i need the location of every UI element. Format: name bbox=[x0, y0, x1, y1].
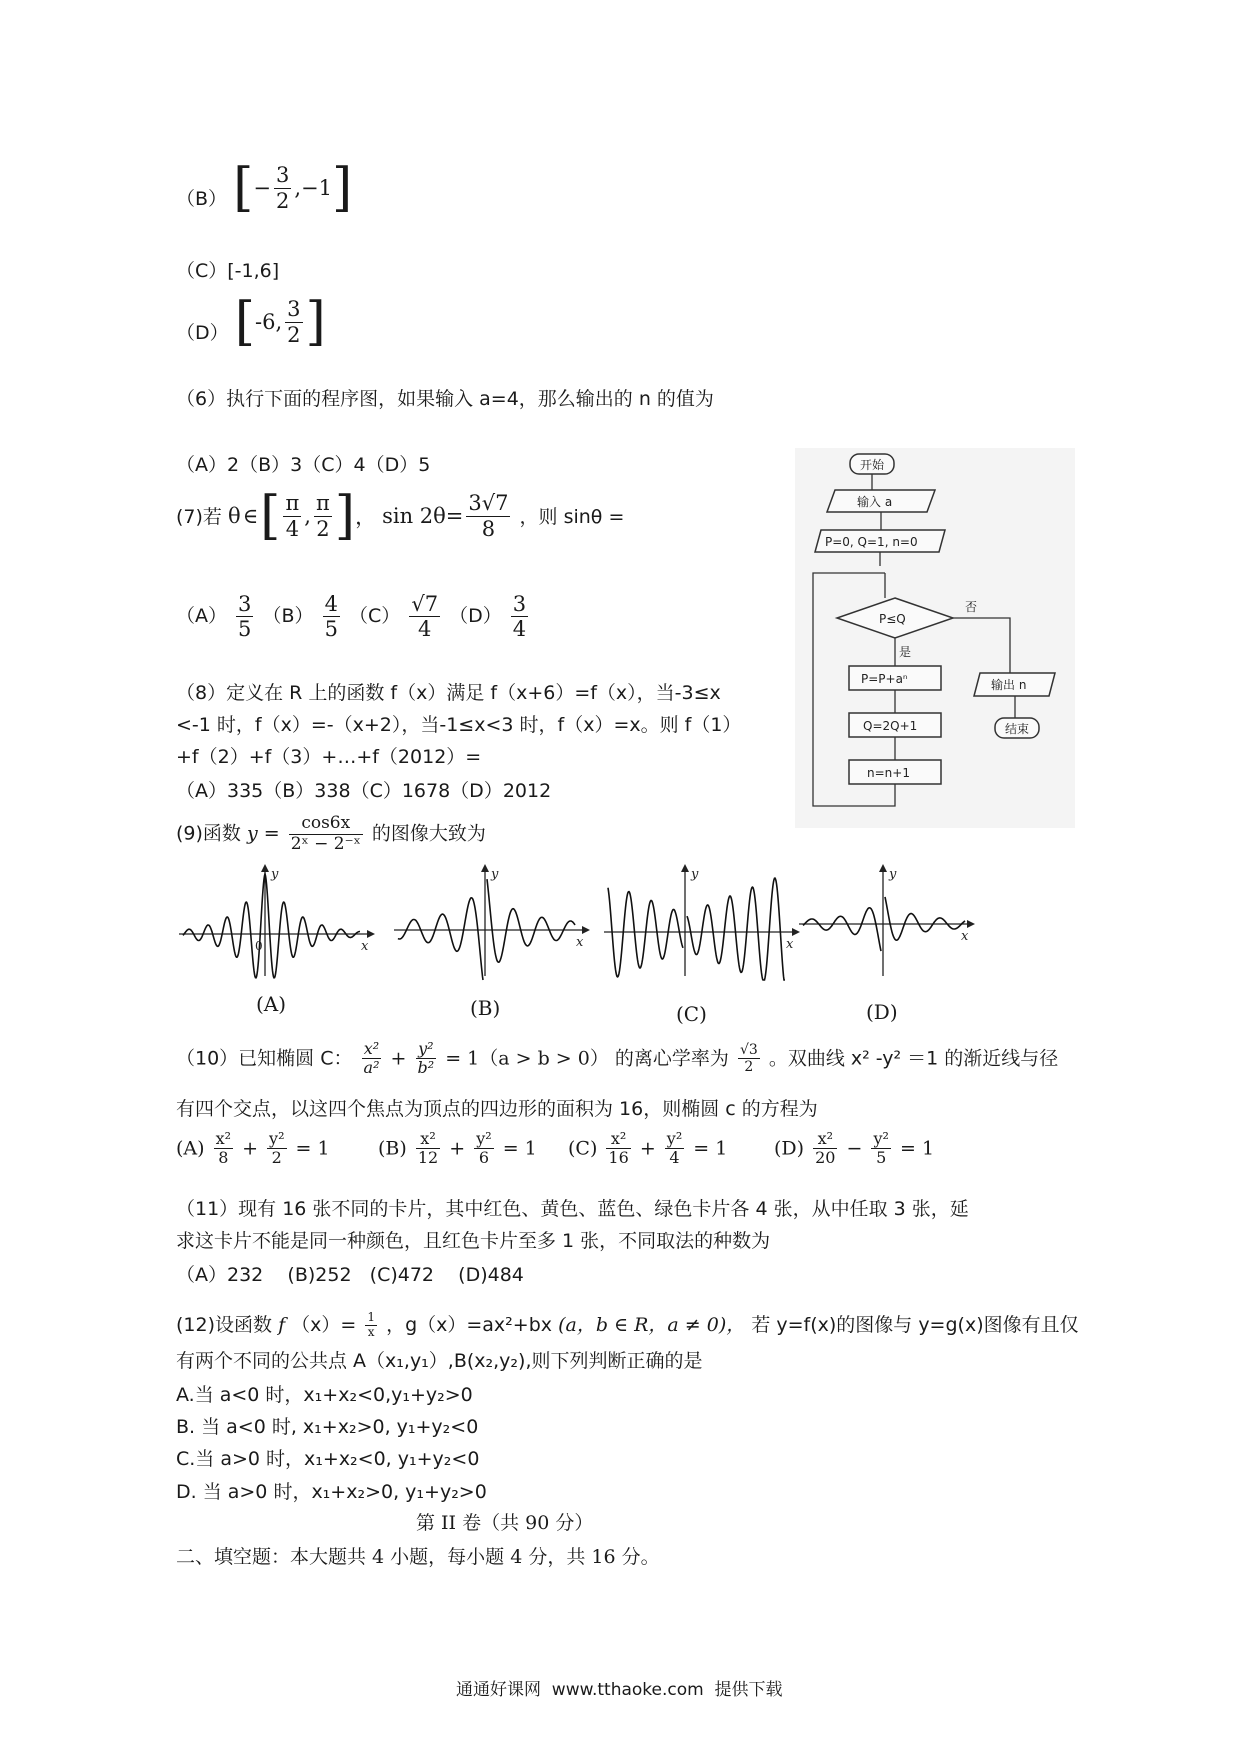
axis-y-label: y bbox=[491, 867, 499, 882]
axis-y-label: y bbox=[691, 867, 699, 882]
fraction: $\frac{3√7}{8}$ bbox=[468, 491, 509, 541]
graph-c bbox=[600, 862, 800, 982]
q7-tail: ，则 sinθ = bbox=[519, 506, 625, 528]
q5-option-c: （C）[-1,6] bbox=[176, 260, 280, 282]
interval-left: -6, bbox=[254, 310, 283, 334]
fraction: $\frac{\pi}{2}$ bbox=[315, 491, 330, 541]
q9-tail: 的图像大致为 bbox=[371, 822, 486, 845]
flow-no-text: 否 bbox=[965, 600, 978, 614]
flow-step2-text: Q=2Q+1 bbox=[863, 719, 918, 733]
q12-option-a: A.当 a<0 时，x₁+x₂<0,y₁+y₂>0 bbox=[176, 1384, 473, 1406]
q10-option-a bbox=[176, 1130, 330, 1168]
q12-option-c: C.当 a>0 时，x₁+x₂<0, y₁+y₂<0 bbox=[176, 1448, 480, 1470]
function-curve bbox=[183, 874, 360, 978]
y-axis-arrow bbox=[481, 864, 489, 872]
fraction: $\frac{4}{5}$ bbox=[324, 592, 338, 642]
q12-line-2: 有两个不同的公共点 A（x₁,y₁）,B(x₂,y₂),则下列判断正确的是 bbox=[176, 1350, 703, 1372]
flow-condition-text: P≤Q bbox=[879, 612, 906, 626]
option-label: （A） bbox=[176, 605, 227, 628]
ellipse-rest: = 1（a > b > 0） bbox=[445, 1047, 609, 1070]
fraction: $\frac{\text{x²}}{20}$ bbox=[815, 1129, 836, 1168]
rhs: = 1 bbox=[295, 1137, 330, 1160]
fill-in-heading: 二、填空题：本大题共 4 小题，每小题 4 分，共 16 分。 bbox=[176, 1546, 660, 1568]
question-lead: （10）已知椭圆 C： bbox=[176, 1047, 353, 1070]
question-number: (12)设函数 bbox=[176, 1314, 273, 1336]
bracket: [ bbox=[260, 486, 281, 546]
axis-y-label: y bbox=[271, 867, 279, 882]
axis-x-label: x bbox=[576, 935, 584, 950]
option-label: （C） bbox=[348, 605, 401, 628]
q12-line-1 bbox=[176, 1310, 1079, 1340]
graph-a bbox=[175, 862, 375, 982]
comma: , bbox=[304, 504, 311, 528]
y-axis-arrow bbox=[879, 864, 887, 872]
sin-expression: sin 2θ= bbox=[382, 504, 464, 528]
bracket: ] bbox=[332, 158, 353, 218]
y-equals: y = bbox=[246, 822, 280, 845]
flow-start-text: 开始 bbox=[860, 458, 885, 472]
flow-output-text: 输出 n bbox=[991, 678, 1027, 692]
flow-init-text: P=0, Q=1, n=0 bbox=[825, 535, 918, 549]
q8-line-1: （8）定义在 R 上的函数 f（x）满足 f（x+6）=f（x），当-3≤x bbox=[176, 682, 721, 704]
q11-options: （A）232 (B)252 (C)472 (D)484 bbox=[176, 1264, 524, 1286]
separator: ， bbox=[355, 505, 377, 529]
q12-option-d: D. 当 a>0 时，x₁+x₂>0, y₁+y₂>0 bbox=[176, 1481, 487, 1503]
q7-stem bbox=[176, 486, 625, 546]
x-axis-arrow bbox=[367, 930, 375, 938]
axis-y-label: y bbox=[889, 867, 897, 882]
fraction: $\frac{3}{2}$ bbox=[287, 297, 301, 347]
graph-label-d: (D) bbox=[866, 1000, 898, 1024]
q10-line-2: 有四个交点，以这四个焦点为顶点的四边形的面积为 16，则椭圆 c 的方程为 bbox=[176, 1098, 818, 1120]
option-label: （B） bbox=[176, 188, 228, 210]
q10-line-1 bbox=[176, 1040, 1058, 1078]
option-label: (B) bbox=[378, 1137, 407, 1160]
q6-options: （A）2（B）3（C）4（D）5 bbox=[176, 454, 431, 476]
page-footer: 通通好课网 www.tthaoke.com 提供下载 bbox=[456, 1680, 783, 1700]
plus: + bbox=[390, 1047, 407, 1070]
fraction: $\frac{\text{y²}}{6}$ bbox=[476, 1129, 492, 1168]
q5-option-b bbox=[176, 158, 353, 218]
fraction: $\frac{\text{y²}}{5}$ bbox=[873, 1129, 889, 1168]
section-title: 第 II 卷（共 90 分） bbox=[416, 1512, 594, 1534]
q8-line-3: +f（2）+f（3）+…+f（2012）= bbox=[176, 746, 482, 768]
axis-x-label: x bbox=[961, 929, 969, 944]
graph-b bbox=[390, 862, 590, 982]
fraction: $\frac{3}{2}$ bbox=[276, 163, 290, 213]
option-label: (C) bbox=[568, 1137, 598, 1160]
g-part: ，g（x）=ax²+bx bbox=[386, 1314, 553, 1336]
fx-tail: （x）= bbox=[291, 1314, 357, 1336]
x-axis-arrow bbox=[967, 920, 975, 928]
fraction: $\frac{\text{x²}}{\text{a²}}$ bbox=[363, 1039, 380, 1078]
rhs: = 1 bbox=[899, 1137, 935, 1160]
q6-stem: （6）执行下面的程序图，如果输入 a=4，那么输出的 n 的值为 bbox=[176, 388, 714, 410]
program-flowchart bbox=[795, 448, 1075, 828]
y-axis-arrow bbox=[681, 864, 689, 872]
y-axis-arrow bbox=[261, 864, 269, 872]
fraction: $\frac{3}{4}$ bbox=[512, 592, 527, 642]
fraction: $\frac{\text{y²}}{\text{b²}}$ bbox=[417, 1039, 435, 1078]
axis-x-label: x bbox=[361, 939, 369, 954]
fraction: $\frac{\text{x²}}{12}$ bbox=[417, 1129, 439, 1168]
fraction: $\frac{\text{x²}}{16}$ bbox=[608, 1129, 629, 1168]
flow-yes-text: 是 bbox=[899, 645, 912, 659]
fraction: $\frac{√3}{2}$ bbox=[739, 1042, 758, 1076]
fraction: $\frac{\text{y²}}{4}$ bbox=[666, 1129, 683, 1168]
element-of: ∈ bbox=[242, 504, 259, 528]
interval-rest: ,−1 bbox=[294, 176, 333, 200]
function-curve bbox=[608, 878, 785, 980]
fraction: $\frac{\text{x²}}{8}$ bbox=[215, 1129, 232, 1168]
graph-d bbox=[795, 862, 975, 982]
q7-options bbox=[176, 592, 531, 641]
fraction: $\frac{\pi}{4}$ bbox=[285, 491, 300, 541]
flow-step3-text: n=n+1 bbox=[867, 766, 910, 780]
origin-label: 0 bbox=[255, 939, 263, 953]
operator: − bbox=[846, 1137, 863, 1160]
bracket: [ bbox=[234, 292, 255, 352]
bracket: ] bbox=[305, 292, 326, 352]
option-label: (D) bbox=[774, 1137, 805, 1160]
q5-option-d bbox=[176, 292, 326, 352]
fraction: $\frac{√7}{4}$ bbox=[411, 592, 439, 642]
graph-label-a: (A) bbox=[256, 992, 287, 1016]
q9-stem bbox=[176, 814, 486, 854]
flow-input-text: 输入 a bbox=[857, 495, 893, 509]
option-label: (A) bbox=[176, 1137, 205, 1160]
graph-label-c: (C) bbox=[676, 1002, 707, 1026]
bracket: ] bbox=[334, 486, 356, 546]
q12-tail: 若 y=f(x)的图像与 y=g(x)图像有且仅 bbox=[751, 1314, 1079, 1336]
graph-label-b: (B) bbox=[470, 996, 501, 1020]
q8-options: （A）335（B）338（C）1678（D）2012 bbox=[176, 780, 552, 802]
condition: (a，b ∈ R，a ≠ 0)， bbox=[558, 1314, 746, 1336]
option-label: （B） bbox=[262, 605, 314, 628]
eccentricity-text: 的离心学率为 bbox=[614, 1047, 729, 1070]
fraction: $\frac{3}{5}$ bbox=[238, 592, 252, 642]
q8-line-2: <-1 时，f（x）=-（x+2），当-1≤x<3 时，f（x）=x。则 f（1） bbox=[176, 714, 742, 736]
q10-tail: 。双曲线 x² -y² ＝1 的渐近线与径 bbox=[768, 1047, 1059, 1070]
axis-x-label: x bbox=[786, 937, 794, 952]
q10-option-d bbox=[774, 1130, 934, 1168]
fraction: $\frac{1}{x}$ bbox=[367, 1310, 376, 1339]
q10-option-b bbox=[378, 1130, 537, 1168]
question-number: (9)函数 bbox=[176, 822, 241, 845]
option-label: （D） bbox=[176, 322, 229, 344]
option-label: （D） bbox=[449, 605, 502, 628]
q12-option-b: B. 当 a<0 时, x₁+x₂>0, y₁+y₂<0 bbox=[176, 1416, 479, 1438]
fraction: $\frac{\text{y²}}{2}$ bbox=[269, 1129, 285, 1168]
bracket: [ bbox=[233, 158, 254, 218]
q10-option-c bbox=[568, 1130, 727, 1168]
minus: − bbox=[253, 176, 271, 200]
function-fraction: $\frac{\cos 6x}{\text{2ˣ − 2⁻ˣ}}$ bbox=[290, 813, 361, 854]
rhs: = 1 bbox=[693, 1137, 728, 1160]
theta: θ bbox=[227, 504, 241, 528]
rhs: = 1 bbox=[502, 1137, 537, 1160]
operator: + bbox=[449, 1137, 466, 1160]
flow-step1-text: P=P+aⁿ bbox=[861, 672, 908, 686]
flow-end-text: 结束 bbox=[1005, 722, 1030, 736]
x-axis-arrow bbox=[582, 926, 590, 934]
operator: + bbox=[639, 1137, 656, 1160]
operator: + bbox=[242, 1137, 258, 1160]
q10-options bbox=[176, 1130, 1076, 1190]
q11-line-1: （11）现有 16 张不同的卡片，其中红色、黄色、蓝色、绿色卡片各 4 张，从中任取 3 张，延 bbox=[176, 1198, 969, 1220]
q11-line-2: 求这卡片不能是同一种颜色，且红色卡片至多 1 张，不同取法的种数为 bbox=[176, 1230, 771, 1252]
function-f: f bbox=[278, 1314, 286, 1336]
question-number: (7)若 bbox=[176, 506, 222, 528]
